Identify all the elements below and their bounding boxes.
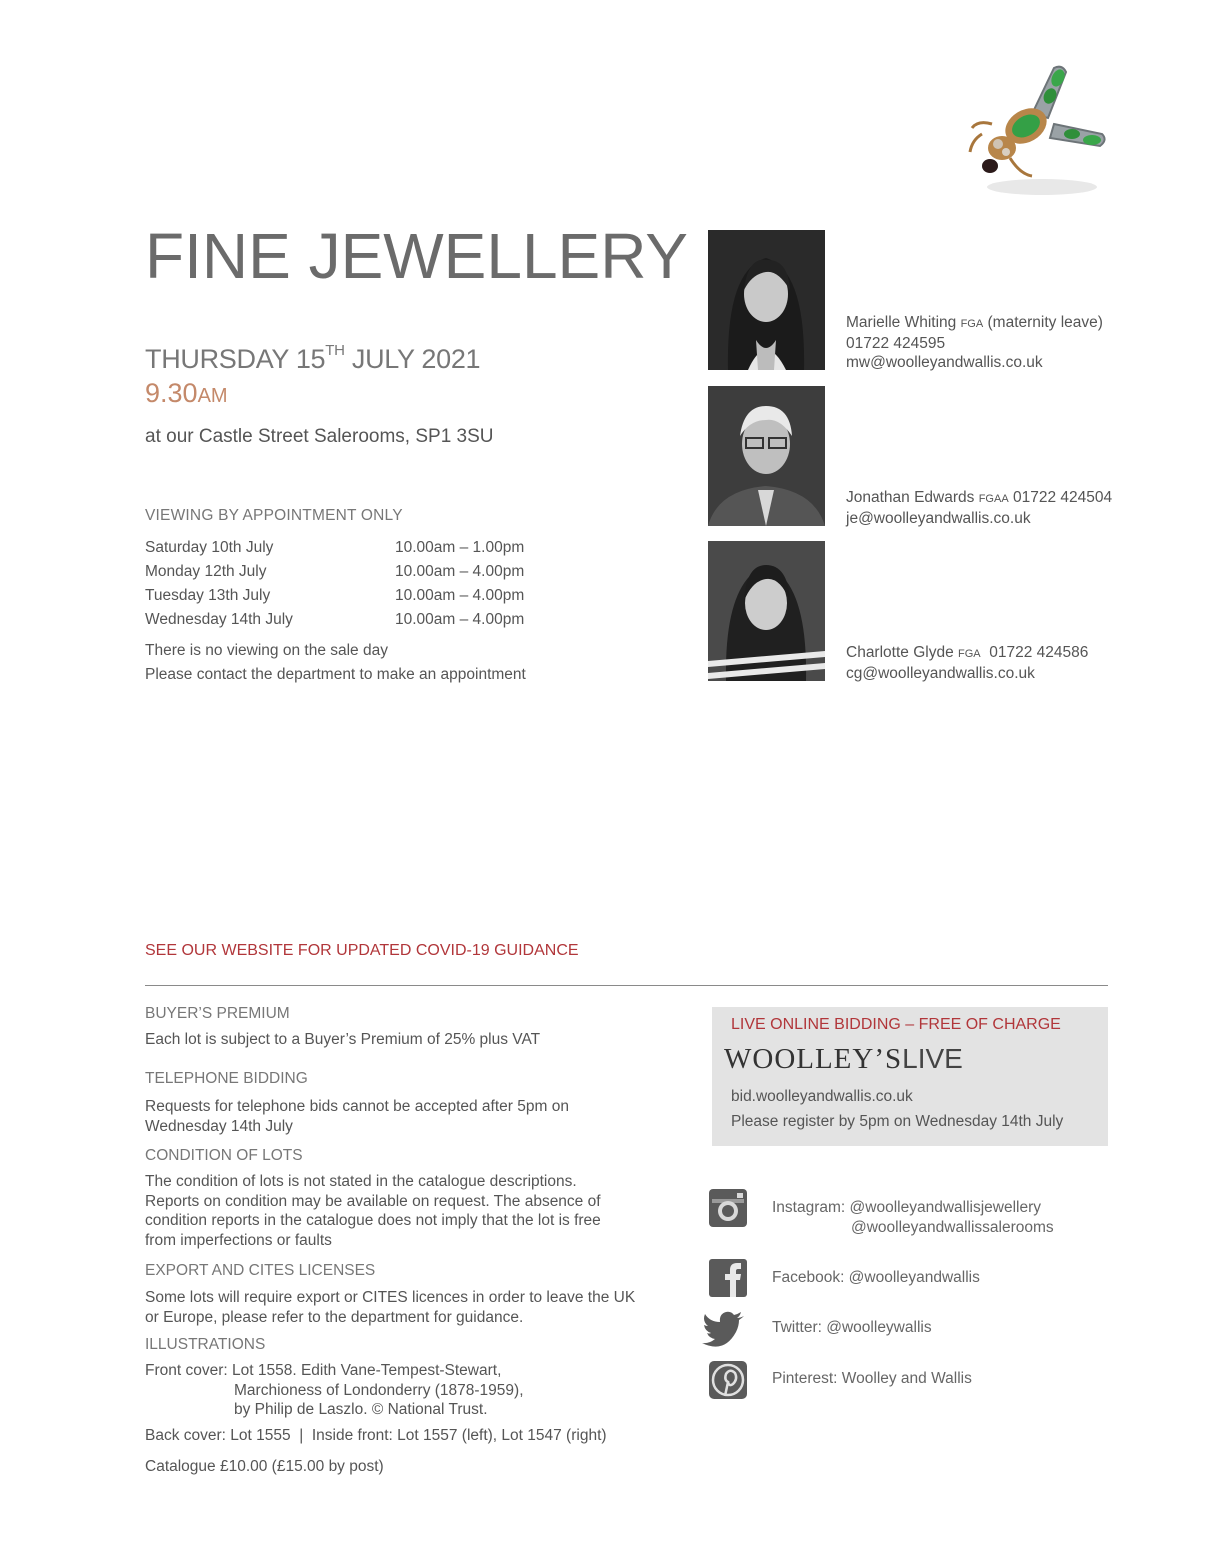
sale-date: THURSDAY 15TH JULY 2021 — [145, 342, 481, 374]
catalogue-price: Catalogue £10.00 (£15.00 by post) — [145, 1458, 384, 1475]
viewing-row: Monday 12th July 10.00am – 4.00pm — [145, 563, 525, 580]
viewing-notes: There is no viewing on the sale day Please contact the department to make an appointment — [145, 642, 526, 683]
staff-email[interactable]: mw@woolleyandwallis.co.uk — [846, 354, 1043, 371]
phone-bidding-heading: TELEPHONE BIDDING — [145, 1070, 308, 1087]
twitter-link[interactable]: Twitter: @woolleywallis — [772, 1319, 932, 1336]
illustrations-heading: ILLUSTRATIONS — [145, 1336, 266, 1353]
cover-credits: Back cover: Lot 1555 | Inside front: Lot 1557 (left), Lot 1547 (right) — [145, 1427, 607, 1444]
covid-notice: SEE OUR WEBSITE FOR UPDATED COVID-19 GUIDANCE — [145, 942, 579, 959]
staff-photo-marielle — [708, 230, 825, 370]
viewing-heading: VIEWING BY APPOINTMENT ONLY — [145, 507, 403, 524]
page-title: FINE JEWELLERY — [145, 220, 688, 292]
export-heading: EXPORT AND CITES LICENSES — [145, 1262, 376, 1279]
sale-venue: at our Castle Street Salerooms, SP1 3SU — [145, 426, 494, 447]
bidding-register-note: Please register by 5pm on Wednesday 14th July — [731, 1113, 1064, 1130]
illustrations-body: Front cover: Lot 1558. Edith Vane-Tempest-Stewart, Marchioness of Londonderry (1878-1959), by Philip de Laszlo. © National Trust. — [145, 1362, 524, 1418]
bidding-url-link[interactable]: bid.woolleyandwallis.co.uk — [731, 1088, 913, 1105]
woolleys-live-logo: WOOLLEY’SLIVE — [724, 1043, 963, 1075]
instagram-icon[interactable] — [708, 1188, 748, 1228]
twitter-icon[interactable] — [702, 1308, 746, 1348]
facebook-icon[interactable] — [708, 1258, 748, 1298]
staff-photo-charlotte — [708, 541, 825, 681]
pinterest-link[interactable]: Pinterest: Woolley and Wallis — [772, 1370, 972, 1387]
premium-body: Each lot is subject to a Buyer’s Premium of 25% plus VAT — [145, 1031, 541, 1048]
viewing-table — [145, 536, 524, 632]
viewing-row: Wednesday 14th July 10.00am – 4.00pm — [145, 611, 525, 628]
condition-body: The condition of lots is not stated in the catalogue descriptions. Reports on condition may be available on request. The absence of condition reports in the catalogue does not imply that the lot is free from imperfections or faults — [145, 1173, 601, 1249]
sale-time: 9.30AM — [145, 378, 228, 408]
staff-info-charlotte: Charlotte Glyde FGA 01722 424586 cg@woolleyandwallis.co.uk — [846, 644, 1089, 682]
staff-email[interactable]: je@woolleyandwallis.co.uk — [846, 510, 1031, 527]
pinterest-icon[interactable] — [708, 1360, 748, 1400]
instagram-link-1[interactable]: Instagram: @woolleyandwallisjewellery — [772, 1199, 1042, 1216]
staff-info-marielle: Marielle Whiting FGA (maternity leave) 01722 424595 mw@woolleyandwallis.co.uk — [846, 314, 1103, 371]
instagram-link-2[interactable]: @woolleyandwallissalerooms — [851, 1219, 1054, 1236]
staff-info-jonathan: Jonathan Edwards FGAA 01722 424504 je@woolleyandwallis.co.uk — [846, 489, 1113, 527]
staff-photo-jonathan — [708, 386, 825, 526]
viewing-row: Tuesday 13th July 10.00am – 4.00pm — [145, 587, 525, 604]
staff-email[interactable]: cg@woolleyandwallis.co.uk — [846, 665, 1035, 682]
instagram-handles — [772, 1198, 1054, 1238]
live-bidding-title: LIVE ONLINE BIDDING – FREE OF CHARGE — [731, 1016, 1061, 1033]
live-bidding-box — [712, 1007, 1108, 1146]
viewing-row: Saturday 10th July 10.00am – 1.00pm — [145, 539, 525, 556]
premium-heading: BUYER’S PREMIUM — [145, 1005, 290, 1022]
phone-bidding-body: Requests for telephone bids cannot be accepted after 5pm on Wednesday 14th July — [145, 1098, 569, 1135]
facebook-link[interactable]: Facebook: @woolleyandwallis — [772, 1269, 980, 1286]
export-body: Some lots will require export or CITES licences in order to leave the UK or Europe, please refer to the department for guidance. — [145, 1289, 636, 1326]
divider — [145, 985, 1108, 986]
condition-heading: CONDITION OF LOTS — [145, 1147, 303, 1164]
bee-brooch-image — [962, 62, 1127, 202]
